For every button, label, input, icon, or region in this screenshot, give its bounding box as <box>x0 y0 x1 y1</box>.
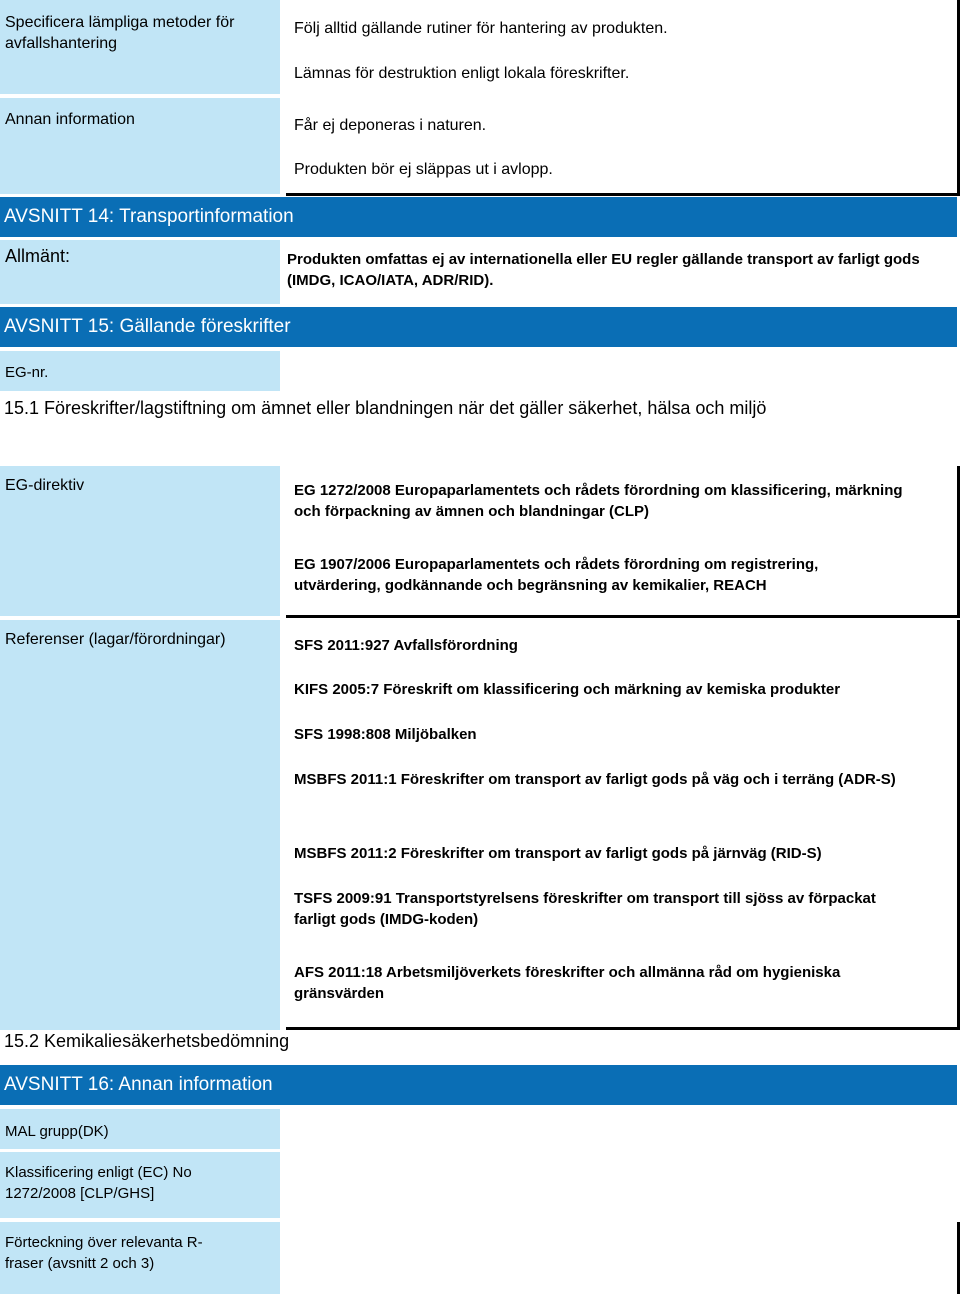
general-label: Allmänt: <box>5 246 71 266</box>
section-14-header: AVSNITT 14: Transportinformation <box>0 197 957 237</box>
reference-7: AFS 2011:18 Arbetsmiljöverkets föreskrifter och allmänna råd om hygieniska gränsvärden <box>294 964 841 1002</box>
general-text: Produkten omfattas ej av internationella eller EU regler gällande transport av farligt gods (IMDG, ICAO/IATA, ADR/RID). <box>287 251 920 289</box>
reference-3: SFS 1998:808 Miljöbalken <box>294 726 477 743</box>
waste-method-label: Specificera lämpliga metoder för avfallshantering <box>5 14 235 52</box>
other-info-label: Annan information <box>5 111 135 128</box>
eg-directive-2: EG 1907/2006 Europaparlamentets och rådets förordning om registrering, utvärdering, godkännande och begränsning av kemikalier, REACH <box>294 556 819 594</box>
references-label: Referenser (lagar/förordningar) <box>5 631 226 648</box>
reference-5: MSBFS 2011:2 Föreskrifter om transport av farligt gods på järnväg (RID-S) <box>294 845 822 862</box>
eg-directive-label: EG-direktiv <box>5 477 85 494</box>
reference-4: MSBFS 2011:1 Föreskrifter om transport av farligt gods på väg och i terräng (ADR-S) <box>294 771 896 788</box>
subsection-15-1-title: 15.1 Föreskrifter/lagstiftning om ämnet eller blandningen när det gäller säkerhet, hälsa och miljö <box>4 398 767 418</box>
section-15-header: AVSNITT 15: Gällande föreskrifter <box>0 307 957 347</box>
eg-nr-label: EG-nr. <box>5 364 49 381</box>
mal-group-label: MAL grupp(DK) <box>5 1123 109 1140</box>
subsection-15-2-title: 15.2 Kemikaliesäkerhetsbedömning <box>4 1031 290 1051</box>
r-phrases-label: Förteckning över relevanta R-fraser (avsnitt 2 och 3) <box>5 1234 203 1272</box>
other-info-line-2: Produkten bör ej släppas ut i avlopp. <box>294 161 553 178</box>
eg-directive-1: EG 1272/2008 Europaparlamentets och rådets förordning om klassificering, märkning och förpackning av ämnen och blandningar (CLP) <box>294 482 903 520</box>
classification-label: Klassificering enligt (EC) No 1272/2008 [CLP/GHS] <box>5 1164 192 1202</box>
waste-method-line-1: Följ alltid gällande rutiner för hantering av produkten. <box>294 20 668 37</box>
reference-6: TSFS 2009:91 Transportstyrelsens föreskrifter om transport till sjöss av förpackat farligt gods (IMDG-koden) <box>294 890 876 928</box>
reference-1: SFS 2011:927 Avfallsförordning <box>294 637 518 654</box>
waste-method-line-2: Lämnas för destruktion enligt lokala föreskrifter. <box>294 65 630 82</box>
other-info-line-1: Får ej deponeras i naturen. <box>294 117 487 134</box>
references-label-cell <box>0 620 280 1030</box>
r-phrases-value-cell <box>286 1222 960 1294</box>
reference-2: KIFS 2005:7 Föreskrift om klassificering och märkning av kemiska produkter <box>294 681 841 698</box>
section-16-header: AVSNITT 16: Annan information <box>0 1065 957 1105</box>
